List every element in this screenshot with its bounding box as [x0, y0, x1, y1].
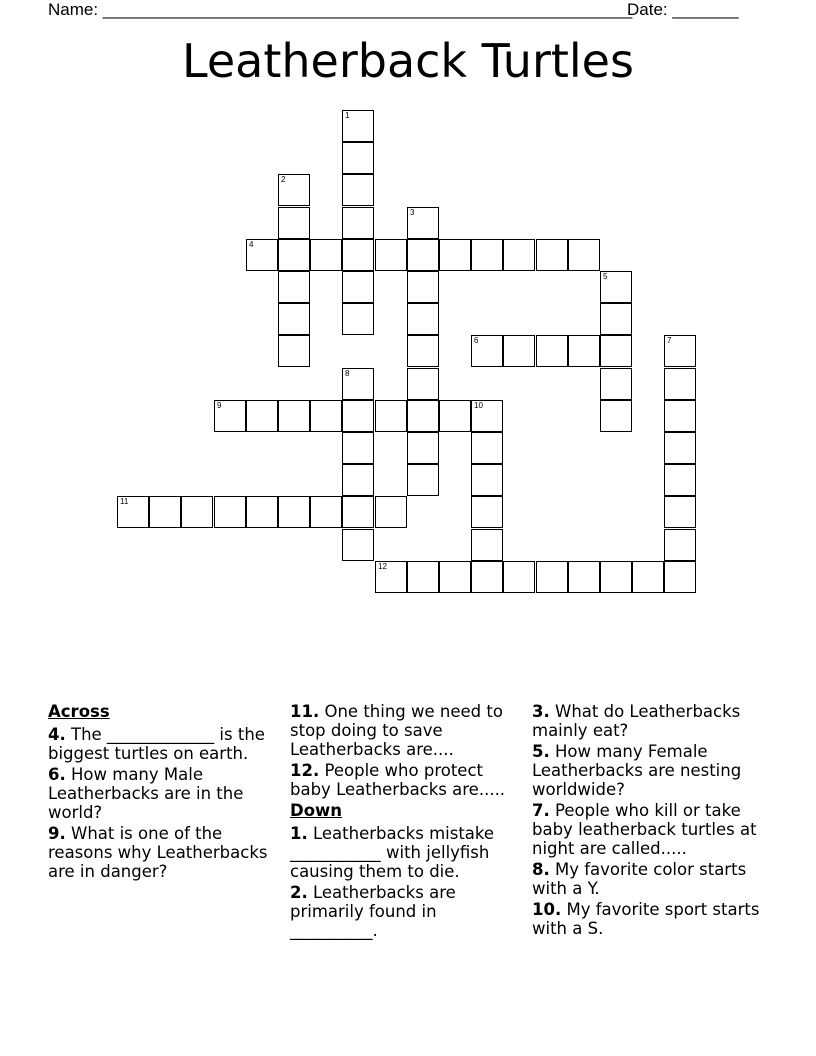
crossword-cell[interactable] — [278, 303, 310, 335]
crossword-cell[interactable] — [342, 303, 374, 335]
crossword-cell[interactable] — [407, 368, 439, 400]
crossword-cell[interactable] — [342, 207, 374, 239]
crossword-cell[interactable] — [310, 239, 342, 271]
crossword-cell[interactable] — [278, 496, 310, 528]
crossword-cell[interactable] — [471, 432, 503, 464]
clue-text: How many Female Leatherbacks are nesting worldwide? — [532, 742, 742, 799]
crossword-cell[interactable] — [117, 496, 149, 528]
crossword-cell[interactable] — [568, 561, 600, 593]
crossword-cell[interactable] — [214, 496, 246, 528]
crossword-cell[interactable] — [342, 110, 374, 142]
crossword-cell[interactable] — [471, 561, 503, 593]
crossword-cell[interactable] — [278, 271, 310, 303]
clue-column-3 — [532, 702, 764, 940]
clue-number: 10. — [532, 900, 562, 919]
clue-down-10 — [532, 900, 764, 938]
date-field[interactable]: Date: _______ — [627, 0, 739, 19]
crossword-cell[interactable] — [471, 239, 503, 271]
crossword-cell[interactable] — [310, 496, 342, 528]
crossword-cell[interactable] — [375, 561, 407, 593]
clue-text: What do Leatherbacks mainly eat? — [532, 702, 741, 740]
crossword-cell[interactable] — [342, 529, 374, 561]
clue-text: Leatherbacks mistake ___________ with jellyfish causing them to die. — [290, 824, 495, 881]
crossword-cell[interactable] — [407, 561, 439, 593]
clue-number: 11. — [290, 702, 320, 721]
crossword-cell[interactable] — [342, 271, 374, 303]
clue-text: One thing we need to stop doing to save Leatherbacks are.... — [290, 702, 503, 759]
crossword-cell[interactable] — [278, 239, 310, 271]
crossword-cell[interactable] — [214, 400, 246, 432]
clue-number-label: 12 — [378, 562, 387, 571]
clue-number: 3. — [532, 702, 550, 721]
crossword-cell[interactable] — [342, 432, 374, 464]
crossword-cell[interactable] — [471, 464, 503, 496]
crossword-cell[interactable] — [664, 561, 696, 593]
clue-text: The _____________ is the biggest turtles on earth. — [48, 725, 265, 763]
clue-number-label: 2 — [281, 175, 286, 184]
crossword-cell[interactable] — [407, 335, 439, 367]
page-title: Leatherback Turtles — [182, 34, 634, 88]
clue-column-1 — [48, 702, 280, 883]
clue-text: How many Male Leatherbacks are in the world? — [48, 765, 244, 822]
crossword-cell[interactable] — [536, 335, 568, 367]
clue-text: People who protect baby Leatherbacks are..... — [290, 761, 506, 799]
crossword-cell[interactable] — [278, 174, 310, 206]
clue-across-6 — [48, 765, 280, 822]
across-heading: Across — [48, 702, 110, 721]
crossword-cell[interactable] — [246, 400, 278, 432]
crossword-cell[interactable] — [503, 335, 535, 367]
clue-number-label: 5 — [603, 272, 608, 281]
clue-across-9 — [48, 824, 280, 881]
clue-down-8 — [532, 860, 764, 898]
clue-across-4 — [48, 725, 280, 763]
crossword-cell[interactable] — [600, 368, 632, 400]
clue-column-2 — [290, 702, 522, 942]
clue-down-7 — [532, 801, 764, 858]
crossword-cell[interactable] — [407, 239, 439, 271]
clue-number: 1. — [290, 824, 308, 843]
crossword-cell[interactable] — [278, 335, 310, 367]
crossword-cell[interactable] — [632, 561, 664, 593]
crossword-cell[interactable] — [600, 271, 632, 303]
clue-number-label: 8 — [345, 369, 350, 378]
clue-number-label: 11 — [120, 497, 129, 506]
name-field[interactable]: Name: ________________________________________________________ — [48, 0, 633, 19]
crossword-cell[interactable] — [375, 239, 407, 271]
crossword-cell[interactable] — [149, 496, 181, 528]
crossword-cell[interactable] — [664, 368, 696, 400]
crossword-cell[interactable] — [664, 496, 696, 528]
clue-number: 7. — [532, 801, 550, 820]
crossword-cell[interactable] — [342, 496, 374, 528]
clue-number-label: 1 — [345, 111, 350, 120]
crossword-cell[interactable] — [407, 464, 439, 496]
crossword-cell[interactable] — [600, 335, 632, 367]
crossword-cell[interactable] — [342, 239, 374, 271]
clue-number-label: 6 — [474, 336, 479, 345]
crossword-cell[interactable] — [439, 400, 471, 432]
clue-text: People who kill or take baby leatherback turtles at night are called..... — [532, 801, 757, 858]
clue-number-label: 9 — [217, 401, 222, 410]
clue-down-1 — [290, 824, 522, 881]
clue-text: My favorite color starts with a Y. — [532, 860, 747, 898]
crossword-cell[interactable] — [407, 400, 439, 432]
clue-text: My favorite sport starts with a S. — [532, 900, 760, 938]
crossword-cell[interactable] — [375, 496, 407, 528]
clue-number-label: 3 — [410, 208, 415, 217]
clue-number: 5. — [532, 742, 550, 761]
clue-across-11 — [290, 702, 522, 759]
clue-number: 4. — [48, 725, 66, 744]
crossword-cell[interactable] — [471, 400, 503, 432]
crossword-cell[interactable] — [181, 496, 213, 528]
clue-text: Leatherbacks are primarily found in __________. — [290, 883, 456, 940]
crossword-cell[interactable] — [439, 561, 471, 593]
clue-number: 6. — [48, 765, 66, 784]
clue-number: 12. — [290, 761, 320, 780]
crossword-cell[interactable] — [407, 271, 439, 303]
crossword-cell[interactable] — [407, 432, 439, 464]
clue-down-2 — [290, 883, 522, 940]
crossword-cell[interactable] — [600, 561, 632, 593]
clue-number: 2. — [290, 883, 308, 902]
crossword-cell[interactable] — [471, 335, 503, 367]
crossword-cell[interactable] — [664, 400, 696, 432]
crossword-cell[interactable] — [471, 496, 503, 528]
crossword-cell[interactable] — [246, 496, 278, 528]
clue-number-label: 4 — [249, 240, 254, 249]
crossword-cell[interactable] — [342, 142, 374, 174]
clue-across-12 — [290, 761, 522, 799]
clue-number: 9. — [48, 824, 66, 843]
crossword-cell[interactable] — [503, 239, 535, 271]
crossword-cell[interactable] — [568, 335, 600, 367]
crossword-cell[interactable] — [600, 303, 632, 335]
crossword-cell[interactable] — [342, 368, 374, 400]
crossword-cell[interactable] — [342, 174, 374, 206]
clue-down-5 — [532, 742, 764, 799]
clue-number-label: 10 — [474, 401, 483, 410]
crossword-cell[interactable] — [471, 529, 503, 561]
crossword-cell[interactable] — [278, 207, 310, 239]
crossword-cell[interactable] — [375, 400, 407, 432]
crossword-cell[interactable] — [342, 400, 374, 432]
clue-down-3 — [532, 702, 764, 740]
crossword-cell[interactable] — [310, 400, 342, 432]
crossword-cell[interactable] — [503, 561, 535, 593]
crossword-cell[interactable] — [664, 464, 696, 496]
crossword-cell[interactable] — [664, 335, 696, 367]
clue-number: 8. — [532, 860, 550, 879]
crossword-cell[interactable] — [536, 239, 568, 271]
crossword-cell[interactable] — [664, 529, 696, 561]
crossword-cell[interactable] — [600, 400, 632, 432]
down-heading: Down — [290, 801, 343, 820]
crossword-cell[interactable] — [246, 239, 278, 271]
crossword-cell[interactable] — [439, 239, 471, 271]
crossword-cell[interactable] — [278, 400, 310, 432]
crossword-cell[interactable] — [342, 464, 374, 496]
crossword-cell[interactable] — [536, 561, 568, 593]
crossword-cell[interactable] — [568, 239, 600, 271]
clue-number-label: 7 — [667, 336, 672, 345]
crossword-cell[interactable] — [664, 432, 696, 464]
crossword-cell[interactable] — [407, 303, 439, 335]
crossword-cell[interactable] — [407, 207, 439, 239]
clue-text: What is one of the reasons why Leatherbacks are in danger? — [48, 824, 268, 881]
